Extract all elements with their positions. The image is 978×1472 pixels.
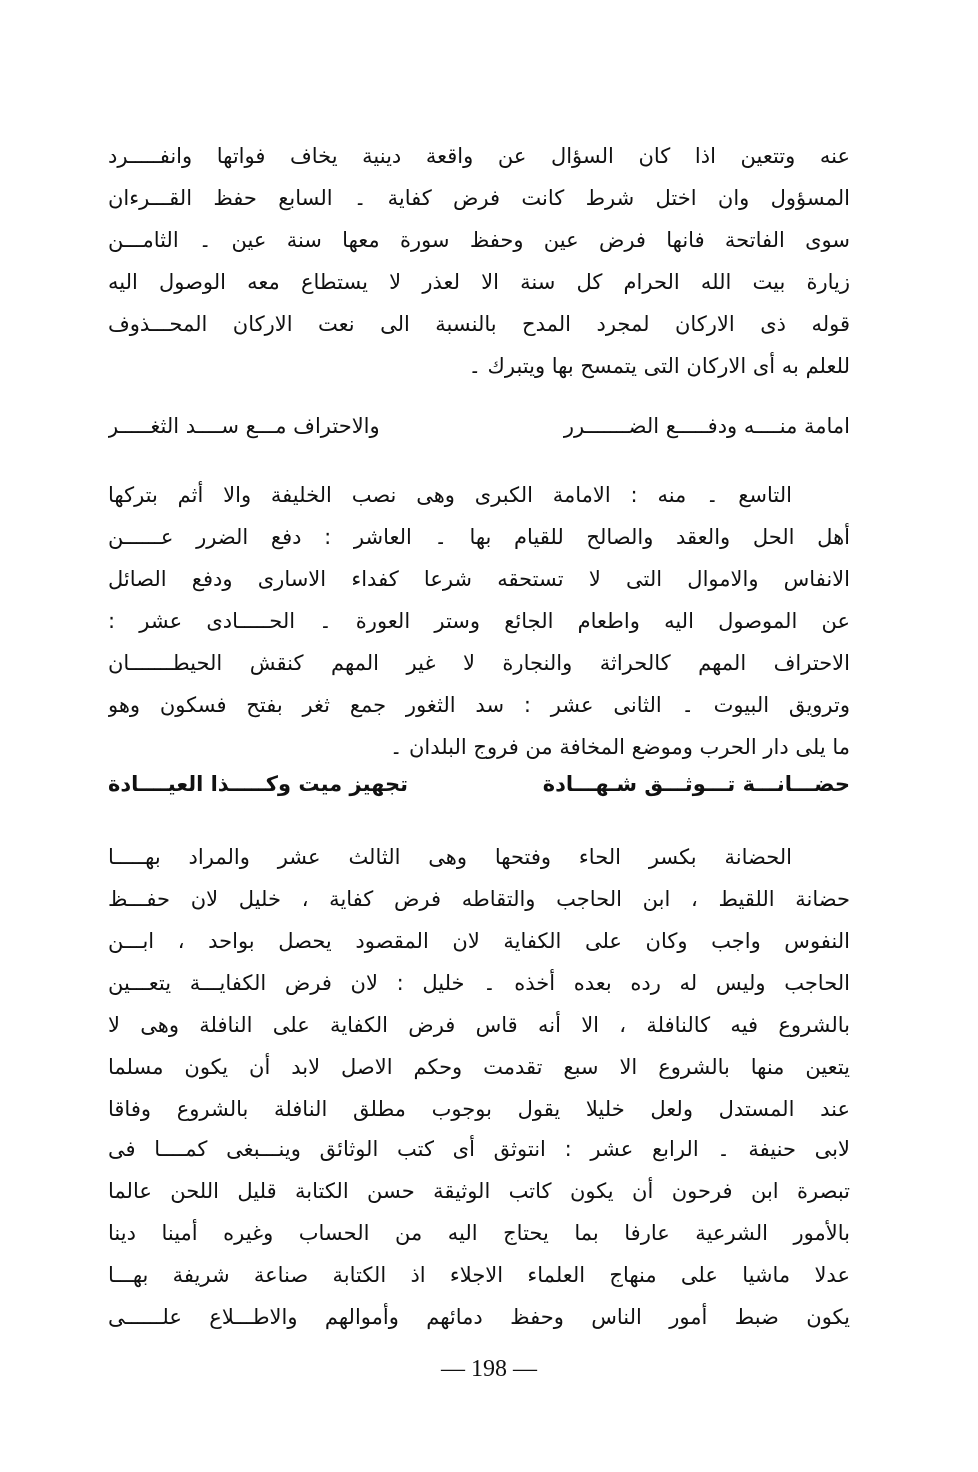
text-line: سوى الفاتحة فانها فرض عين وحفظ سورة معها سنة عين ۔ الثامـــن [108, 228, 850, 252]
paragraph-2 [108, 474, 850, 768]
verse-line-2 [108, 762, 850, 806]
text-line: الحاجب وليس له رده بعده أخذه ۔ خليل : لان فرض الكفايـــة يتعـــين [108, 971, 850, 995]
text-line: للعلم به أى الاركان التى يتمسح بها ويتبرك ۔ [468, 354, 850, 378]
verse-first-hemistich: امامة منــــه ودفـــــع الضـــــــرر [563, 414, 850, 438]
text-line: وترويق البيوت ۔ الثانى عشر : سد الثغور جمع ثغر بفتح فسكون وهو [108, 693, 850, 717]
text-line: الاحتراف المهم كالحراثة والنجارة لا غير المهم كنقش الحيطـــــــان [108, 651, 850, 675]
paragraph-3 [108, 836, 850, 1130]
text-line: قوله ذى الاركان لمجرد المدح بالنسبة الى نعت الاركان المحـــذوف [108, 312, 850, 336]
text-line: عنه وتتعين اذا كان السؤال عن واقعة دينية يخاف فواتها وانفـــــرد [108, 144, 850, 168]
text-line: زيارة بيت الله الحرام كل سنة الا لعذر لا يستطاع معه الوصول اليه [108, 270, 850, 294]
text-line: يكون ضبط أمور الناس وحفظ دمائهم وأموالهم والاطـــلاع علــــــى [108, 1305, 850, 1329]
text-line: الحضانة بكسر الحاء وفتحها وهى الثالث عشر والمراد بهـــــا [108, 845, 792, 869]
text-line: الانفاس والاموال التى لا تستحقه شرعا كفداء الاسارى ودفع الصائل [108, 567, 850, 591]
text-line: عدلا ماشيا على منهاج العلماء الاجلاء اذ الكتابة صناعة شريفة بهـــا [108, 1263, 850, 1287]
text-line: المسؤول وان اختل شرط كانت فرض كفاية ۔ السابع حفظ القـــرءان [108, 186, 850, 210]
text-line: التاسع ۔ منه : الامامة الكبرى وهى نصب الخليفة والا أثم بتركها [108, 483, 792, 507]
verse-line-1 [108, 404, 850, 448]
text-line: لابى حنيفة ۔ الرابع عشر : انتوثق أى كتب الوثائق وينـــبغى كمــــا فى [108, 1137, 850, 1161]
text-line: عن الموصول اليه واطعام الجائع وستر العورة ۔ الحـــــادى عشر : [108, 609, 850, 633]
text-line: بالأمور الشرعية عارفا بما يحتاج اليه من الحساب وغيره أمينا دينا [108, 1221, 850, 1245]
text-line: عند المستدل ولعل خليلا يقول بوجوب مطلق النافلة بالشروع وفاقا [108, 1097, 850, 1121]
paragraph-1 [108, 135, 850, 387]
verse-first-hemistich: حضـــانـــة تـــوثـــق شـهـــادة [542, 772, 850, 796]
text-line: يتعين منها بالشروع الا سبع تقدمت وحكم الاصل لابد أن يكون مسلما [108, 1055, 850, 1079]
page-number: — 198 — [441, 1356, 537, 1382]
verse-second-hemistich: تجهيز ميت وكـــــذا العيــــادة [108, 772, 409, 796]
text-line: حضانة اللقيط ، ابن الحاجب والتقاطه فرض كفاية ، خليل لان حفـــظ [108, 887, 850, 911]
paragraph-4 [108, 1128, 850, 1338]
text-line: تبصرة ابن فرحون أن يكون كاتب الوثيقة حسن الكتابة قليل اللحن عالما [108, 1179, 850, 1203]
text-line: أهل الحل والعقد والصالح للقيام بها ۔ العاشر : دفع الضرر عــــــن [108, 525, 850, 549]
text-line: ما يلى دار الحرب وموضع المخافة من فروج البلدان ۔ [389, 735, 850, 759]
verse-second-hemistich: والاحتراف مـــع ســــد الثغـــــر [108, 414, 380, 438]
text-line: بالشروع فيه كالنافلة ، الا أنه قاس فرض الكفاية على النافلة وهى لا [108, 1013, 850, 1037]
text-line: النفوس واجب وكان على الكفاية لان المقصود يحصل بواحد ، ابـــن [108, 929, 850, 953]
